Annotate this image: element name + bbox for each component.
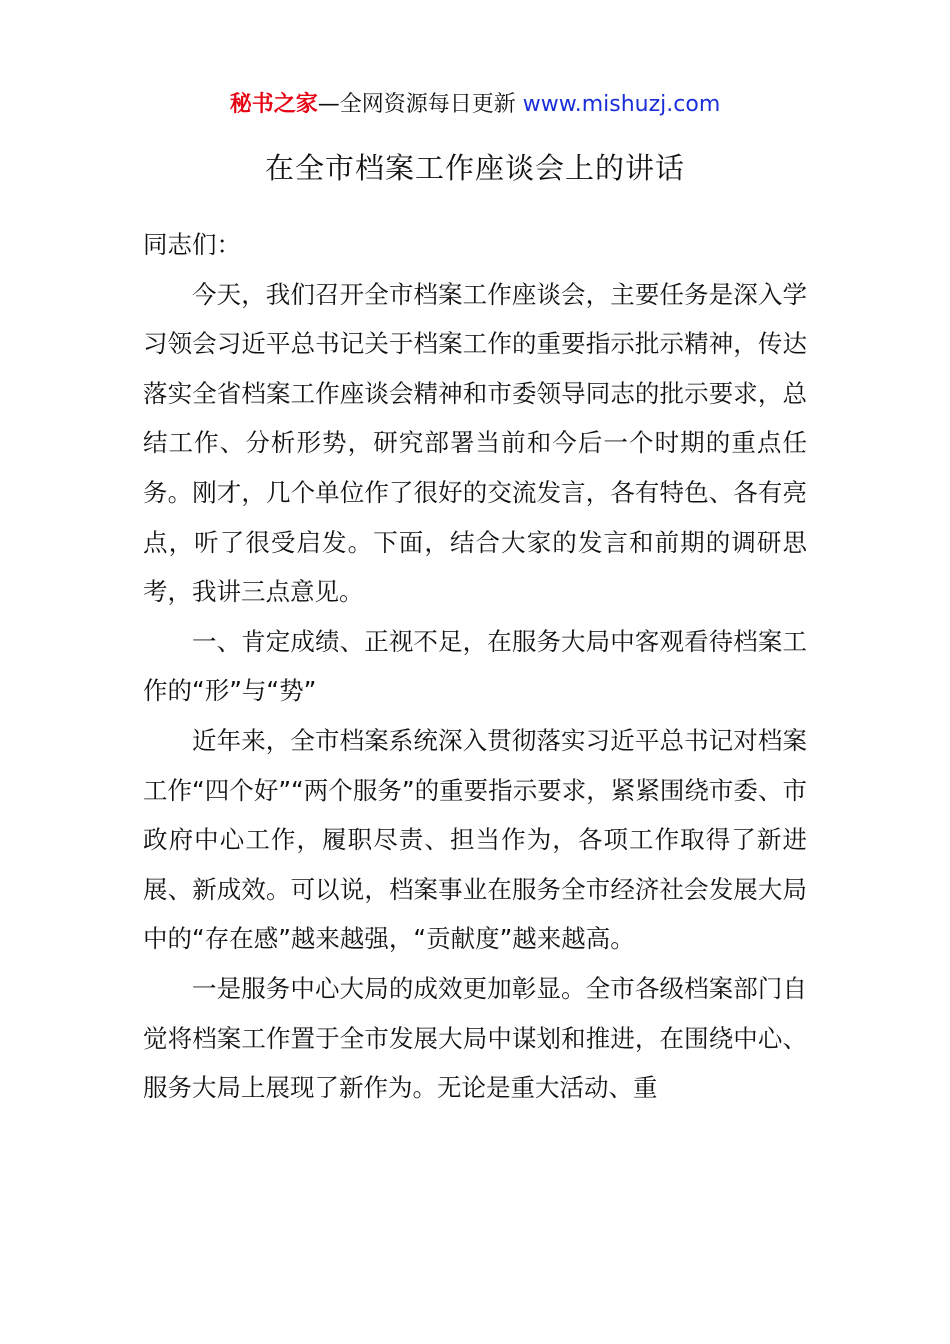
document-title: 在全市档案工作座谈会上的讲话 [264, 151, 685, 185]
paragraph-achievements: 近年来，全市档案系统深入贯彻落实习近平总书记对档案工作“四个好”“两个服务”的重要指示要求，紧紧围绕市委、市政府中心工作，履职尽责、担当作为，各项工作取得了新进展、新成效。可以说，档案事业在服务全市经济社会发展大局中的“存在感”越来越强，“贡献度”越来越高。 [143, 725, 807, 954]
header-tagline: —全网资源每日更新 [317, 92, 523, 117]
site-url-link[interactable]: www.mishuzj.com [522, 92, 721, 117]
brand-name: 秘书之家 [229, 92, 318, 117]
document-body [143, 220, 807, 1113]
paragraph-point-1: 一是服务中心大局的成效更加彰显。全市各级档案部门自觉将档案工作置于全市发展大局中谋划和推进，在围绕中心、服务大局上展现了新作为。无论是重大活动、重 [143, 973, 807, 1103]
section-heading-1: 一、肯定成绩、正视不足，在服务大局中客观看待档案工作的“形”与“势” [143, 626, 807, 706]
site-header [0, 88, 950, 122]
salutation: 同志们： [143, 230, 241, 259]
paragraph-intro: 今天，我们召开全市档案工作座谈会，主要任务是深入学习领会习近平总书记关于档案工作的重要指示批示精神，传达落实全省档案工作座谈会精神和市委领导同志的批示要求，总结工作、分析形势，研究部署当前和今后一个时期的重点任务。刚才，几个单位作了很好的交流发言，各有特色、各有亮点，听了很受启发。下面，结合大家的发言和前期的调研思考，我讲三点意见。 [143, 279, 807, 607]
